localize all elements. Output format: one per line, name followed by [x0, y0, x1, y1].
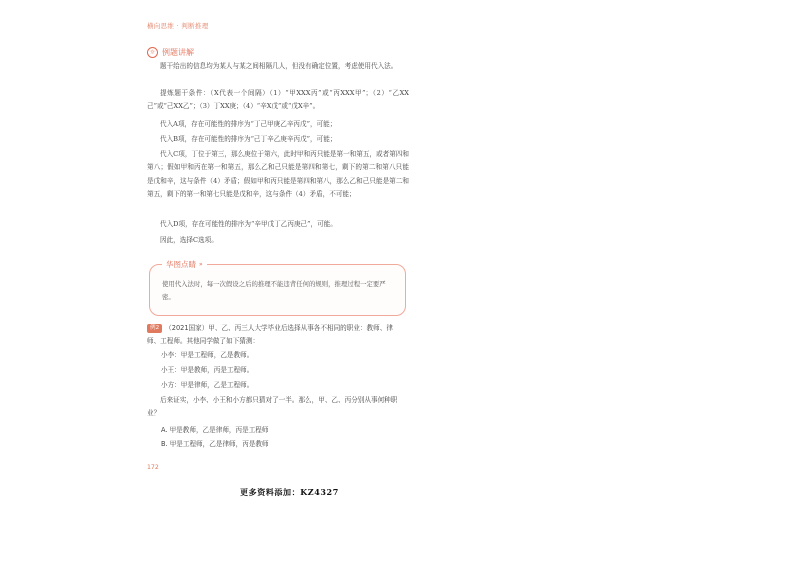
explanation-paragraph-7: 因此，选择C选项。	[160, 236, 218, 244]
explanation-paragraph-2: 提炼题干条件：（X代表一个间隔）（1）“甲XXX丙”或“丙XXX甲”；（2）“乙XX己”或“己XX乙”；（3）丁XX庚；（4）“辛X戊”或“戊X辛”。	[147, 89, 409, 111]
tip-text: 使用代入法时，每一次假设之后的推理不能违背任何的规则，推理过程一定要严密。	[162, 280, 386, 301]
section-title: 例题讲解	[162, 48, 194, 57]
tip-box	[149, 260, 406, 316]
guess-line: 小李：甲是工程师，乙是教师。	[161, 351, 254, 359]
running-head: 横向思维 · 判断推理	[147, 22, 209, 30]
answer-option-a: A. 甲是教师，乙是律师，丙是工程师	[161, 426, 269, 434]
tip-header	[162, 259, 207, 270]
section-heading	[147, 47, 194, 58]
answer-option-b: B. 甲是工程师，乙是律师，丙是教师	[161, 440, 269, 448]
explanation-paragraph-4: 代入B项，存在可能性的排序为“己丁辛乙庚辛丙戊”，可能；	[160, 135, 337, 143]
tip-label: 华图点睛	[166, 260, 196, 269]
explanation-paragraph-1: 题干给出的信息均为某人与某之间相隔几人，但没有确定位置，考虑使用代入法。	[160, 62, 398, 70]
footer-note: 更多资料添加：KZ4327	[240, 487, 339, 497]
explanation-paragraph-3: 代入A项，存在可能性的排序为“丁己甲庚乙辛丙戊”，可能；	[160, 120, 337, 128]
question-badge: 例2	[147, 324, 162, 333]
guess-line: 小王：甲是教师，丙是工程师。	[161, 366, 254, 374]
question-stem-text: （2021国家）甲、乙、丙三人大学毕业后选择从事各不相同的职业：教师、律师、工程师。其他同学做了如下猜测：	[147, 324, 393, 346]
lightbulb-icon: ☼	[147, 47, 158, 58]
page-number: 172	[147, 464, 159, 471]
explanation-paragraph-6: 代入D项，存在可能性的排序为“辛甲戊丁乙丙庚己”，可能。	[160, 220, 337, 228]
question-ask: 后来证实，小李、小王和小方都只猜对了一半。那么，甲、乙、丙分别从事何种职业？	[147, 396, 398, 418]
question-stem	[147, 322, 405, 349]
double-chevron-icon: »	[199, 261, 203, 268]
explanation-paragraph-5: 代入C项，丁位于第三，那么庚位于第六，此时甲和丙只能是第一和第五，或者第四和第八；假如甲和丙在第一和第五，那么乙和己只能是第四和第七，剩下的第二和第八只能是戊和辛，这与条件（4）矛盾；假如甲和丙只能是第四和第八，那么乙和己只能是第二和第五，剩下的第一和第七只能是戊和辛，这与条件（4）矛盾，不可能；	[147, 150, 410, 198]
guess-line: 小方：甲是律师，乙是工程师。	[161, 381, 254, 389]
